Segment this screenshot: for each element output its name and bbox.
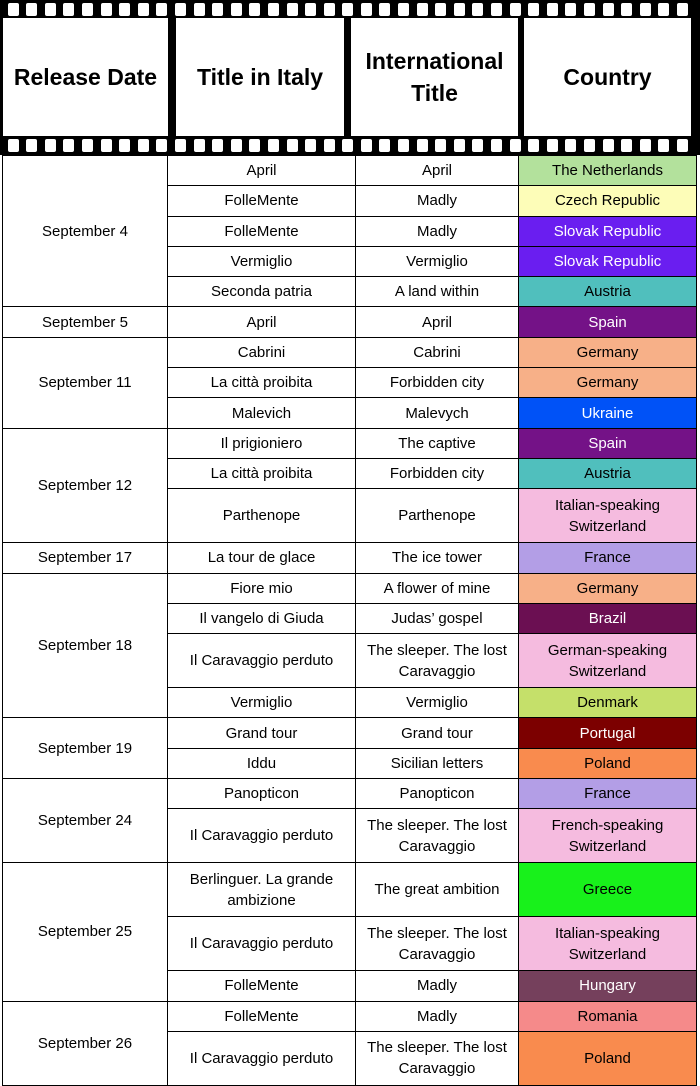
international-title-cell: Madly bbox=[356, 186, 519, 216]
international-title-cell: Malevych bbox=[356, 398, 519, 428]
country-cell: Slovak Republic bbox=[519, 216, 697, 246]
title-italy-cell: La tour de glace bbox=[168, 543, 356, 573]
film-hole bbox=[677, 139, 688, 152]
international-title-cell: April bbox=[356, 156, 519, 186]
country-cell: France bbox=[519, 779, 697, 809]
header-country: Country bbox=[524, 18, 691, 136]
country-cell: Spain bbox=[519, 428, 697, 458]
film-hole bbox=[212, 139, 223, 152]
international-title-cell: Cabrini bbox=[356, 337, 519, 367]
table-row bbox=[3, 307, 697, 337]
release-date-cell: September 24 bbox=[3, 779, 168, 863]
film-hole bbox=[677, 3, 688, 16]
title-italy-cell: April bbox=[168, 156, 356, 186]
film-hole bbox=[268, 3, 279, 16]
release-date-cell: September 12 bbox=[3, 428, 168, 543]
release-date-cell: September 19 bbox=[3, 718, 168, 779]
title-italy-cell: Parthenope bbox=[168, 489, 356, 543]
country-cell: Portugal bbox=[519, 718, 697, 748]
film-hole bbox=[435, 3, 446, 16]
table-row bbox=[3, 718, 697, 748]
film-hole bbox=[249, 3, 260, 16]
release-date-cell: September 17 bbox=[3, 543, 168, 573]
film-hole bbox=[640, 3, 651, 16]
country-cell: Denmark bbox=[519, 688, 697, 718]
film-hole bbox=[305, 3, 316, 16]
country-cell: Germany bbox=[519, 573, 697, 603]
international-title-cell: Forbidden city bbox=[356, 458, 519, 488]
release-date-cell: September 4 bbox=[3, 156, 168, 307]
country-cell: French-speaking Switzerland bbox=[519, 809, 697, 863]
film-hole bbox=[324, 139, 335, 152]
international-title-cell: Judas’ gospel bbox=[356, 603, 519, 633]
film-hole bbox=[249, 139, 260, 152]
film-hole bbox=[472, 139, 483, 152]
title-italy-cell: Seconda patria bbox=[168, 277, 356, 307]
film-hole bbox=[101, 139, 112, 152]
international-title-cell: The sleeper. The lost Caravaggio bbox=[356, 917, 519, 971]
title-italy-cell: Il vangelo di Giuda bbox=[168, 603, 356, 633]
film-hole bbox=[156, 3, 167, 16]
film-hole bbox=[398, 139, 409, 152]
country-cell: Greece bbox=[519, 863, 697, 917]
film-hole bbox=[565, 3, 576, 16]
film-hole bbox=[63, 3, 74, 16]
title-italy-cell: Il Caravaggio perduto bbox=[168, 809, 356, 863]
title-italy-cell: Vermiglio bbox=[168, 246, 356, 276]
international-title-cell: Madly bbox=[356, 1001, 519, 1031]
film-strip-header bbox=[0, 0, 700, 155]
film-hole bbox=[45, 139, 56, 152]
film-hole bbox=[26, 3, 37, 16]
film-hole bbox=[640, 139, 651, 152]
film-hole bbox=[212, 3, 223, 16]
title-italy-cell: Il Caravaggio perduto bbox=[168, 917, 356, 971]
international-title-cell: April bbox=[356, 307, 519, 337]
film-hole bbox=[528, 3, 539, 16]
international-title-cell: Forbidden city bbox=[356, 368, 519, 398]
title-italy-cell: FolleMente bbox=[168, 971, 356, 1001]
film-perforations-top bbox=[0, 1, 700, 17]
film-hole bbox=[547, 139, 558, 152]
country-cell: Germany bbox=[519, 368, 697, 398]
title-italy-cell: FolleMente bbox=[168, 1001, 356, 1031]
film-perforations-bottom bbox=[0, 137, 700, 153]
film-hole bbox=[138, 139, 149, 152]
table-row bbox=[3, 779, 697, 809]
title-italy-cell: FolleMente bbox=[168, 186, 356, 216]
country-cell: Hungary bbox=[519, 971, 697, 1001]
header-international-title: International Title bbox=[351, 18, 518, 136]
film-hole bbox=[268, 139, 279, 152]
header-release-date: Release Date bbox=[3, 18, 168, 136]
film-hole bbox=[603, 3, 614, 16]
film-hole bbox=[342, 3, 353, 16]
film-hole bbox=[584, 139, 595, 152]
international-title-cell: The sleeper. The lost Caravaggio bbox=[356, 634, 519, 688]
country-cell: The Netherlands bbox=[519, 156, 697, 186]
release-date-cell: September 26 bbox=[3, 1001, 168, 1085]
title-italy-cell: La città proibita bbox=[168, 368, 356, 398]
film-hole bbox=[621, 139, 632, 152]
film-hole bbox=[379, 3, 390, 16]
country-cell: Poland bbox=[519, 1031, 697, 1085]
title-italy-cell: Il Caravaggio perduto bbox=[168, 1031, 356, 1085]
country-cell: Czech Republic bbox=[519, 186, 697, 216]
film-hole bbox=[547, 3, 558, 16]
film-hole bbox=[658, 139, 669, 152]
film-hole bbox=[342, 139, 353, 152]
country-cell: Austria bbox=[519, 458, 697, 488]
table-row bbox=[3, 543, 697, 573]
title-italy-cell: Iddu bbox=[168, 748, 356, 778]
film-hole bbox=[454, 139, 465, 152]
table-row bbox=[3, 863, 697, 917]
film-hole bbox=[603, 139, 614, 152]
film-hole bbox=[324, 3, 335, 16]
table-row bbox=[3, 1001, 697, 1031]
title-italy-cell: Grand tour bbox=[168, 718, 356, 748]
title-italy-cell: La città proibita bbox=[168, 458, 356, 488]
film-hole bbox=[510, 3, 521, 16]
country-cell: Brazil bbox=[519, 603, 697, 633]
film-hole bbox=[194, 139, 205, 152]
title-italy-cell: Fiore mio bbox=[168, 573, 356, 603]
film-hole bbox=[231, 3, 242, 16]
release-date-cell: September 5 bbox=[3, 307, 168, 337]
country-cell: German-speaking Switzerland bbox=[519, 634, 697, 688]
title-italy-cell: Il prigioniero bbox=[168, 428, 356, 458]
international-title-cell: A land within bbox=[356, 277, 519, 307]
film-hole bbox=[491, 3, 502, 16]
title-italy-cell: Cabrini bbox=[168, 337, 356, 367]
film-hole bbox=[8, 3, 19, 16]
table-row bbox=[3, 428, 697, 458]
table-row bbox=[3, 156, 697, 186]
film-hole bbox=[156, 139, 167, 152]
title-italy-cell: Panopticon bbox=[168, 779, 356, 809]
release-table bbox=[2, 155, 697, 1086]
header-title-in-italy: Title in Italy bbox=[176, 18, 344, 136]
film-hole bbox=[658, 3, 669, 16]
film-hole bbox=[231, 139, 242, 152]
film-hole bbox=[417, 3, 428, 16]
international-title-cell: Madly bbox=[356, 971, 519, 1001]
country-cell: Italian-speaking Switzerland bbox=[519, 489, 697, 543]
film-hole bbox=[194, 3, 205, 16]
film-hole bbox=[472, 3, 483, 16]
international-title-cell: Panopticon bbox=[356, 779, 519, 809]
film-hole bbox=[63, 139, 74, 152]
title-italy-cell: April bbox=[168, 307, 356, 337]
film-hole bbox=[26, 139, 37, 152]
film-hole bbox=[45, 3, 56, 16]
film-hole bbox=[361, 3, 372, 16]
international-title-cell: The sleeper. The lost Caravaggio bbox=[356, 809, 519, 863]
film-hole bbox=[119, 3, 130, 16]
release-date-cell: September 11 bbox=[3, 337, 168, 428]
film-hole bbox=[379, 139, 390, 152]
film-hole bbox=[491, 139, 502, 152]
country-cell: Ukraine bbox=[519, 398, 697, 428]
film-hole bbox=[8, 139, 19, 152]
international-title-cell: Vermiglio bbox=[356, 688, 519, 718]
film-hole bbox=[82, 139, 93, 152]
title-italy-cell: Vermiglio bbox=[168, 688, 356, 718]
film-hole bbox=[528, 139, 539, 152]
film-hole bbox=[82, 3, 93, 16]
film-hole bbox=[138, 3, 149, 16]
film-hole bbox=[435, 139, 446, 152]
international-title-cell: Parthenope bbox=[356, 489, 519, 543]
release-date-cell: September 18 bbox=[3, 573, 168, 718]
country-cell: Romania bbox=[519, 1001, 697, 1031]
table-row bbox=[3, 337, 697, 367]
international-title-cell: The captive bbox=[356, 428, 519, 458]
title-italy-cell: Il Caravaggio perduto bbox=[168, 634, 356, 688]
film-hole bbox=[510, 139, 521, 152]
international-title-cell: Grand tour bbox=[356, 718, 519, 748]
international-title-cell: The great ambition bbox=[356, 863, 519, 917]
film-hole bbox=[175, 139, 186, 152]
country-cell: Germany bbox=[519, 337, 697, 367]
film-hole bbox=[361, 139, 372, 152]
table-row bbox=[3, 573, 697, 603]
header-row bbox=[0, 18, 700, 136]
country-cell: Italian-speaking Switzerland bbox=[519, 917, 697, 971]
international-title-cell: Sicilian letters bbox=[356, 748, 519, 778]
title-italy-cell: Berlinguer. La grande ambizione bbox=[168, 863, 356, 917]
film-hole bbox=[417, 139, 428, 152]
film-hole bbox=[305, 139, 316, 152]
title-italy-cell: FolleMente bbox=[168, 216, 356, 246]
country-cell: Poland bbox=[519, 748, 697, 778]
country-cell: Austria bbox=[519, 277, 697, 307]
film-hole bbox=[454, 3, 465, 16]
film-hole bbox=[621, 3, 632, 16]
film-hole bbox=[287, 139, 298, 152]
release-date-cell: September 25 bbox=[3, 863, 168, 1001]
film-hole bbox=[287, 3, 298, 16]
film-hole bbox=[119, 139, 130, 152]
country-cell: Spain bbox=[519, 307, 697, 337]
film-hole bbox=[398, 3, 409, 16]
international-title-cell: The sleeper. The lost Caravaggio bbox=[356, 1031, 519, 1085]
film-hole bbox=[101, 3, 112, 16]
international-title-cell: Vermiglio bbox=[356, 246, 519, 276]
international-title-cell: The ice tower bbox=[356, 543, 519, 573]
international-title-cell: Madly bbox=[356, 216, 519, 246]
title-italy-cell: Malevich bbox=[168, 398, 356, 428]
film-hole bbox=[565, 139, 576, 152]
country-cell: France bbox=[519, 543, 697, 573]
country-cell: Slovak Republic bbox=[519, 246, 697, 276]
film-hole bbox=[175, 3, 186, 16]
international-title-cell: A flower of mine bbox=[356, 573, 519, 603]
film-hole bbox=[584, 3, 595, 16]
